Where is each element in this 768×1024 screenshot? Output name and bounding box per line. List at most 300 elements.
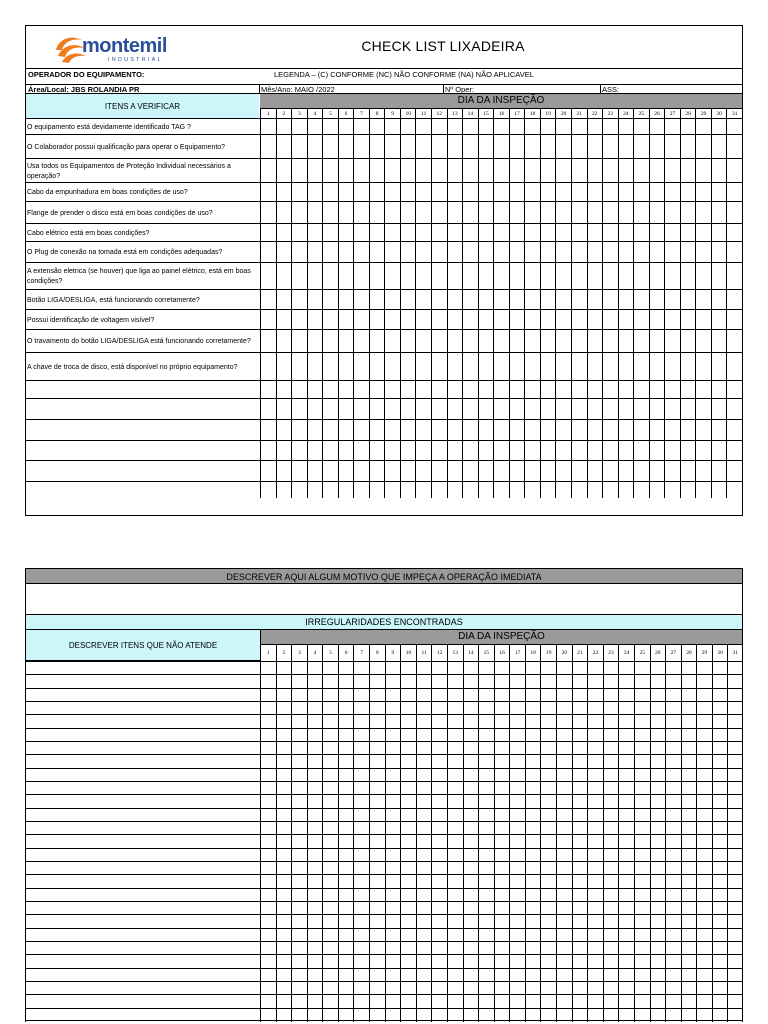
day-check-cell[interactable] [369,441,385,461]
day-check-cell[interactable] [353,982,369,995]
day-check-cell[interactable] [664,353,680,381]
day-check-cell[interactable] [447,875,463,888]
day-check-cell[interactable] [276,420,292,441]
day-check-cell[interactable] [307,330,323,353]
day-check-cell[interactable] [431,942,447,955]
day-check-cell[interactable] [525,769,541,782]
day-check-cell[interactable] [634,862,650,875]
day-check-cell[interactable] [603,955,619,968]
day-check-cell[interactable] [276,1009,292,1022]
day-check-cell[interactable] [571,381,587,399]
day-check-cell[interactable] [478,224,494,242]
day-check-cell[interactable] [260,969,276,982]
day-check-cell[interactable] [307,729,323,742]
day-check-cell[interactable] [462,119,478,135]
day-check-cell[interactable] [649,202,665,224]
day-check-cell[interactable] [540,202,556,224]
day-check-cell[interactable] [353,381,369,399]
day-check-cell[interactable] [307,995,323,1008]
day-check-cell[interactable] [540,942,556,955]
day-check-cell[interactable] [634,795,650,808]
day-check-cell[interactable] [478,969,494,982]
irregularity-description-cell[interactable] [25,875,260,888]
day-check-cell[interactable] [462,381,478,399]
day-check-cell[interactable] [478,742,494,755]
day-check-cell[interactable] [509,955,525,968]
day-check-cell[interactable] [587,330,603,353]
day-check-cell[interactable] [540,263,556,290]
day-check-cell[interactable] [322,353,338,381]
day-check-cell[interactable] [478,782,494,795]
day-check-cell[interactable] [307,889,323,902]
day-check-cell[interactable] [555,242,571,263]
day-check-cell[interactable] [649,441,665,461]
day-check-cell[interactable] [571,135,587,159]
day-check-cell[interactable] [400,242,416,263]
day-check-cell[interactable] [649,381,665,399]
day-check-cell[interactable] [415,330,431,353]
day-check-cell[interactable] [556,862,572,875]
day-check-cell[interactable] [431,224,447,242]
day-check-cell[interactable] [727,849,743,862]
day-check-cell[interactable] [712,902,728,915]
day-check-cell[interactable] [555,159,571,183]
day-check-cell[interactable] [695,242,711,263]
irregularity-description-cell[interactable] [25,915,260,928]
day-check-cell[interactable] [276,381,292,399]
day-check-cell[interactable] [603,889,619,902]
day-check-cell[interactable] [540,420,556,441]
day-check-cell[interactable] [540,875,556,888]
irregularity-description-cell[interactable] [25,662,260,675]
day-check-cell[interactable] [524,263,540,290]
day-check-cell[interactable] [493,353,509,381]
day-check-cell[interactable] [447,290,463,310]
day-check-cell[interactable] [276,119,292,135]
day-check-cell[interactable] [260,183,276,202]
day-check-cell[interactable] [509,135,525,159]
day-check-cell[interactable] [384,330,400,353]
day-check-cell[interactable] [634,955,650,968]
irregularity-description-cell[interactable] [25,715,260,728]
day-check-cell[interactable] [260,875,276,888]
day-check-cell[interactable] [307,662,323,675]
day-check-cell[interactable] [634,969,650,982]
day-check-cell[interactable] [462,159,478,183]
irregularity-description-cell[interactable] [25,822,260,835]
day-check-cell[interactable] [587,849,603,862]
day-check-cell[interactable] [276,675,292,688]
day-check-cell[interactable] [400,782,416,795]
day-check-cell[interactable] [524,330,540,353]
day-check-cell[interactable] [260,689,276,702]
day-check-cell[interactable] [618,330,634,353]
day-check-cell[interactable] [509,835,525,848]
day-check-cell[interactable] [665,809,681,822]
day-check-cell[interactable] [525,662,541,675]
day-check-cell[interactable] [681,809,697,822]
day-check-cell[interactable] [307,381,323,399]
day-check-cell[interactable] [509,782,525,795]
day-check-cell[interactable] [307,353,323,381]
day-check-cell[interactable] [618,742,634,755]
day-check-cell[interactable] [307,310,323,330]
day-check-cell[interactable] [602,242,618,263]
day-check-cell[interactable] [587,862,603,875]
day-check-cell[interactable] [696,795,712,808]
day-check-cell[interactable] [276,809,292,822]
day-check-cell[interactable] [556,675,572,688]
day-check-cell[interactable] [431,849,447,862]
day-check-cell[interactable] [291,202,307,224]
day-check-cell[interactable] [509,381,525,399]
day-check-cell[interactable] [369,461,385,482]
day-check-cell[interactable] [415,399,431,420]
day-check-cell[interactable] [587,715,603,728]
day-check-cell[interactable] [681,662,697,675]
day-check-cell[interactable] [353,689,369,702]
day-check-cell[interactable] [555,119,571,135]
day-check-cell[interactable] [681,849,697,862]
day-check-cell[interactable] [540,330,556,353]
day-check-cell[interactable] [338,381,354,399]
day-check-cell[interactable] [540,183,556,202]
day-check-cell[interactable] [322,955,338,968]
day-check-cell[interactable] [276,862,292,875]
day-check-cell[interactable] [260,915,276,928]
day-check-cell[interactable] [385,929,401,942]
day-check-cell[interactable] [447,862,463,875]
day-check-cell[interactable] [353,809,369,822]
day-check-cell[interactable] [260,942,276,955]
day-check-cell[interactable] [587,742,603,755]
day-check-cell[interactable] [416,822,432,835]
day-check-cell[interactable] [400,119,416,135]
day-check-cell[interactable] [260,982,276,995]
day-check-cell[interactable] [431,381,447,399]
day-check-cell[interactable] [524,202,540,224]
day-check-cell[interactable] [478,835,494,848]
day-check-cell[interactable] [650,675,666,688]
day-check-cell[interactable] [664,119,680,135]
day-check-cell[interactable] [447,353,463,381]
day-check-cell[interactable] [447,135,463,159]
day-check-cell[interactable] [572,809,588,822]
day-check-cell[interactable] [291,849,307,862]
day-check-cell[interactable] [385,742,401,755]
day-check-cell[interactable] [322,769,338,782]
day-check-cell[interactable] [322,482,338,498]
day-check-cell[interactable] [712,835,728,848]
day-check-cell[interactable] [540,461,556,482]
day-check-cell[interactable] [556,795,572,808]
day-check-cell[interactable] [650,729,666,742]
day-check-cell[interactable] [650,689,666,702]
day-check-cell[interactable] [681,902,697,915]
day-check-cell[interactable] [369,202,385,224]
day-check-cell[interactable] [353,889,369,902]
day-check-cell[interactable] [260,441,276,461]
day-check-cell[interactable] [634,809,650,822]
day-check-cell[interactable] [681,782,697,795]
day-check-cell[interactable] [369,955,385,968]
day-check-cell[interactable] [369,715,385,728]
day-check-cell[interactable] [400,263,416,290]
day-check-cell[interactable] [664,420,680,441]
day-check-cell[interactable] [307,441,323,461]
day-check-cell[interactable] [633,441,649,461]
day-check-cell[interactable] [322,290,338,310]
day-check-cell[interactable] [369,849,385,862]
day-check-cell[interactable] [633,119,649,135]
day-check-cell[interactable] [727,822,743,835]
day-check-cell[interactable] [416,755,432,768]
day-check-cell[interactable] [572,769,588,782]
day-check-cell[interactable] [509,310,525,330]
day-check-cell[interactable] [572,929,588,942]
day-check-cell[interactable] [431,202,447,224]
day-check-cell[interactable] [524,135,540,159]
day-check-cell[interactable] [649,242,665,263]
day-check-cell[interactable] [478,849,494,862]
day-check-cell[interactable] [726,135,742,159]
day-check-cell[interactable] [618,902,634,915]
day-check-cell[interactable] [463,942,479,955]
day-check-cell[interactable] [400,862,416,875]
day-check-cell[interactable] [664,330,680,353]
day-check-cell[interactable] [276,702,292,715]
day-check-cell[interactable] [494,969,510,982]
day-check-cell[interactable] [494,929,510,942]
day-check-cell[interactable] [322,969,338,982]
day-check-cell[interactable] [400,835,416,848]
day-check-cell[interactable] [447,995,463,1008]
day-check-cell[interactable] [463,889,479,902]
day-check-cell[interactable] [338,242,354,263]
day-check-cell[interactable] [681,729,697,742]
day-check-cell[interactable] [665,889,681,902]
day-check-cell[interactable] [322,662,338,675]
day-check-cell[interactable] [369,915,385,928]
day-check-cell[interactable] [431,441,447,461]
day-check-cell[interactable] [369,769,385,782]
day-check-cell[interactable] [509,1009,525,1022]
day-check-cell[interactable] [291,729,307,742]
day-check-cell[interactable] [494,862,510,875]
day-check-cell[interactable] [478,242,494,263]
day-check-cell[interactable] [633,381,649,399]
day-check-cell[interactable] [415,290,431,310]
day-check-cell[interactable] [291,135,307,159]
day-check-cell[interactable] [571,263,587,290]
day-check-cell[interactable] [680,482,696,498]
day-check-cell[interactable] [727,995,743,1008]
day-check-cell[interactable] [572,835,588,848]
day-check-cell[interactable] [665,689,681,702]
day-check-cell[interactable] [525,702,541,715]
motivo-field[interactable] [25,583,743,615]
day-check-cell[interactable] [463,862,479,875]
day-check-cell[interactable] [602,330,618,353]
day-check-cell[interactable] [353,915,369,928]
day-check-cell[interactable] [291,942,307,955]
day-check-cell[interactable] [602,399,618,420]
day-check-cell[interactable] [618,875,634,888]
day-check-cell[interactable] [540,835,556,848]
day-check-cell[interactable] [726,330,742,353]
irregularity-description-cell[interactable] [25,929,260,942]
day-check-cell[interactable] [338,769,354,782]
day-check-cell[interactable] [400,482,416,498]
day-check-cell[interactable] [634,942,650,955]
day-check-cell[interactable] [478,482,494,498]
day-check-cell[interactable] [400,689,416,702]
day-check-cell[interactable] [680,461,696,482]
day-check-cell[interactable] [572,955,588,968]
day-check-cell[interactable] [712,942,728,955]
day-check-cell[interactable] [353,461,369,482]
day-check-cell[interactable] [260,202,276,224]
day-check-cell[interactable] [353,955,369,968]
day-check-cell[interactable] [322,675,338,688]
day-check-cell[interactable] [633,159,649,183]
irregularity-description-cell[interactable] [25,742,260,755]
day-check-cell[interactable] [540,242,556,263]
day-check-cell[interactable] [307,969,323,982]
day-check-cell[interactable] [509,929,525,942]
day-check-cell[interactable] [727,689,743,702]
day-check-cell[interactable] [712,715,728,728]
day-check-cell[interactable] [463,742,479,755]
day-check-cell[interactable] [462,482,478,498]
day-check-cell[interactable] [260,1009,276,1022]
day-check-cell[interactable] [384,119,400,135]
day-check-cell[interactable] [276,995,292,1008]
day-check-cell[interactable] [509,715,525,728]
day-check-cell[interactable] [416,942,432,955]
day-check-cell[interactable] [572,755,588,768]
day-check-cell[interactable] [572,982,588,995]
day-check-cell[interactable] [727,715,743,728]
day-check-cell[interactable] [602,159,618,183]
day-check-cell[interactable] [618,969,634,982]
day-check-cell[interactable] [649,399,665,420]
day-check-cell[interactable] [634,1009,650,1022]
day-check-cell[interactable] [587,835,603,848]
day-check-cell[interactable] [463,675,479,688]
day-check-cell[interactable] [572,742,588,755]
day-check-cell[interactable] [447,224,463,242]
day-check-cell[interactable] [494,835,510,848]
day-check-cell[interactable] [416,915,432,928]
day-check-cell[interactable] [587,224,603,242]
day-check-cell[interactable] [540,969,556,982]
day-check-cell[interactable] [400,1009,416,1022]
day-check-cell[interactable] [291,1009,307,1022]
day-check-cell[interactable] [260,729,276,742]
day-check-cell[interactable] [509,183,525,202]
day-check-cell[interactable] [633,242,649,263]
day-check-cell[interactable] [447,915,463,928]
day-check-cell[interactable] [649,183,665,202]
day-check-cell[interactable] [680,183,696,202]
day-check-cell[interactable] [494,662,510,675]
day-check-cell[interactable] [478,263,494,290]
day-check-cell[interactable] [463,982,479,995]
day-check-cell[interactable] [587,381,603,399]
day-check-cell[interactable] [322,862,338,875]
day-check-cell[interactable] [478,381,494,399]
day-check-cell[interactable] [602,119,618,135]
day-check-cell[interactable] [633,183,649,202]
day-check-cell[interactable] [447,441,463,461]
day-check-cell[interactable] [322,995,338,1008]
day-check-cell[interactable] [509,809,525,822]
day-check-cell[interactable] [509,224,525,242]
day-check-cell[interactable] [463,769,479,782]
day-check-cell[interactable] [618,399,634,420]
day-check-cell[interactable] [400,889,416,902]
day-check-cell[interactable] [494,875,510,888]
day-check-cell[interactable] [260,769,276,782]
day-check-cell[interactable] [291,353,307,381]
day-check-cell[interactable] [463,689,479,702]
day-check-cell[interactable] [291,795,307,808]
day-check-cell[interactable] [338,809,354,822]
day-check-cell[interactable] [338,399,354,420]
day-check-cell[interactable] [650,889,666,902]
day-check-cell[interactable] [555,330,571,353]
day-check-cell[interactable] [572,889,588,902]
day-check-cell[interactable] [665,795,681,808]
day-check-cell[interactable] [618,1009,634,1022]
day-check-cell[interactable] [307,461,323,482]
day-check-cell[interactable] [556,929,572,942]
day-check-cell[interactable] [711,263,727,290]
day-check-cell[interactable] [276,822,292,835]
day-check-cell[interactable] [291,461,307,482]
day-check-cell[interactable] [291,769,307,782]
day-check-cell[interactable] [276,482,292,498]
day-check-cell[interactable] [447,942,463,955]
day-check-cell[interactable] [400,399,416,420]
day-check-cell[interactable] [416,715,432,728]
day-check-cell[interactable] [524,420,540,441]
day-check-cell[interactable] [478,183,494,202]
day-check-cell[interactable] [260,224,276,242]
day-check-cell[interactable] [338,482,354,498]
day-check-cell[interactable] [260,353,276,381]
day-check-cell[interactable] [260,119,276,135]
day-check-cell[interactable] [431,969,447,982]
day-check-cell[interactable] [587,202,603,224]
day-check-cell[interactable] [415,381,431,399]
day-check-cell[interactable] [618,689,634,702]
day-check-cell[interactable] [665,862,681,875]
day-check-cell[interactable] [291,330,307,353]
day-check-cell[interactable] [587,795,603,808]
day-check-cell[interactable] [587,982,603,995]
day-check-cell[interactable] [447,675,463,688]
day-check-cell[interactable] [618,849,634,862]
day-check-cell[interactable] [555,399,571,420]
day-check-cell[interactable] [695,461,711,482]
day-check-cell[interactable] [260,889,276,902]
day-check-cell[interactable] [431,902,447,915]
day-check-cell[interactable] [524,310,540,330]
day-check-cell[interactable] [665,955,681,968]
day-check-cell[interactable] [447,662,463,675]
